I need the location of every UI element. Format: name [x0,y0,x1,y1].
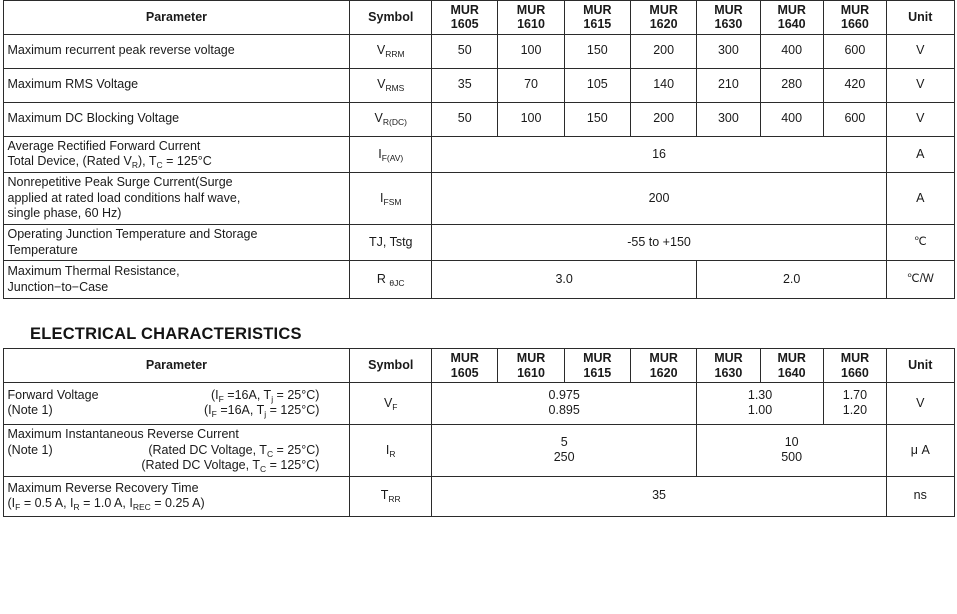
cell-unit: ℃/W [887,261,954,299]
header-device-mur1610: MUR 1610 [498,349,564,383]
cell-value: 35 [432,68,498,102]
cell-group-value-2: 1.30 1.00 [697,382,824,424]
header-device-mur1620: MUR 1620 [630,1,696,35]
cell-merged-value-right: 2.0 [697,261,887,299]
table-row [3,102,954,136]
header-unit: Unit [887,1,954,35]
cell-merged-value: -55 to +150 [432,224,887,260]
header-device-mur1605: MUR 1605 [432,349,498,383]
row-symbol: $I_{F(AV)}$ [350,136,432,172]
cell-unit: ℃ [887,224,954,260]
cell-value: 100 [498,102,564,136]
row-symbol: $I_{FSM}$ [350,173,432,225]
table-row [3,476,954,516]
row-symbol: $V_{RRM}$ [350,34,432,68]
cell-value: 400 [760,102,823,136]
header-device-mur1610: MUR 1610 [498,1,564,35]
row-parameter: Maximum Thermal Resistance, Junction−to−Case [3,261,350,299]
table-row [3,173,954,225]
header-symbol: Symbol [350,349,432,383]
table-header-row [3,1,954,35]
cell-merged-value-left: 3.0 [432,261,697,299]
cell-group-value-1: 5 250 [432,424,697,476]
row-parameter: Nonrepetitive Peak Surge Current(Surge applied at rated load conditions half wave, single phase, 60 Hz) [3,173,350,225]
header-unit: Unit [887,349,954,383]
row-parameter: Maximum RMS Voltage [3,68,350,102]
cell-value: 280 [760,68,823,102]
cell-group-value-3: 1.70 1.20 [823,382,886,424]
header-device-mur1660: MUR 1660 [823,1,886,35]
cell-unit: V [887,102,954,136]
cell-unit: μ A [887,424,954,476]
header-device-mur1640: MUR 1640 [760,349,823,383]
cell-value: 150 [564,102,630,136]
row-symbol: $T_{RR}$ [350,476,432,516]
cell-value: 300 [697,102,760,136]
cell-group-value-2: 10 500 [697,424,887,476]
cell-unit: A [887,173,954,225]
row-parameter: Average Rectified Forward Current Total Device, (Rated $V_R$), $T_C = 125^\circ C$ [3,136,350,172]
row-symbol: $V_{RMS}$ [350,68,432,102]
header-device-mur1620: MUR 1620 [630,349,696,383]
row-symbol: $V_{R(DC)}$ [350,102,432,136]
cell-value: 50 [432,34,498,68]
header-parameter: Parameter [3,1,350,35]
cell-value: 400 [760,34,823,68]
row-symbol: TJ, Tstg [350,224,432,260]
cell-value: 150 [564,34,630,68]
row-parameter: Maximum DC Blocking Voltage [3,102,350,136]
cell-merged-value: 16 [432,136,887,172]
table-row [3,68,954,102]
header-device-mur1640: MUR 1640 [760,1,823,35]
section-title-electrical-characteristics: ELECTRICAL CHARACTERISTICS [30,325,302,344]
cell-group-value-1: 0.975 0.895 [432,382,697,424]
cell-value: 105 [564,68,630,102]
cell-value: 100 [498,34,564,68]
row-symbol: $I_R$ [350,424,432,476]
row-parameter: Maximum Reverse Recovery Time ($I_F = 0.5$ A, $I_R = 1.0$ A, $I_{REC} = 0.25$ A) [3,476,350,516]
header-parameter: Parameter [3,349,350,383]
cell-merged-value: 200 [432,173,887,225]
cell-merged-value: 35 [432,476,887,516]
row-symbol: R $_{\theta JC}$ [350,261,432,299]
header-device-mur1615: MUR 1615 [564,1,630,35]
cell-value: 70 [498,68,564,102]
header-device-mur1630: MUR 1630 [697,349,760,383]
table-header-row [3,349,954,383]
cell-value: 300 [697,34,760,68]
header-device-mur1660: MUR 1660 [823,349,886,383]
table-row [3,382,954,424]
header-device-mur1615: MUR 1615 [564,349,630,383]
header-device-mur1630: MUR 1630 [697,1,760,35]
electrical-characteristics-table [3,348,955,517]
maximum-ratings-table [3,0,955,299]
cell-value: 600 [823,102,886,136]
cell-value: 600 [823,34,886,68]
table-row [3,224,954,260]
header-symbol: Symbol [350,1,432,35]
table-row [3,136,954,172]
section-spacer [0,299,957,325]
row-parameter: Operating Junction Temperature and Storage Temperature [3,224,350,260]
cell-value: 420 [823,68,886,102]
row-parameter: Maximum Instantaneous Reverse Current (Note 1) (Rated DC Voltage, $T_C = 25^\circ C$) (Rated DC Voltage, $T_C = 125^\circ C$) [3,424,350,476]
cell-unit: V [887,382,954,424]
cell-value: 210 [697,68,760,102]
cell-value: 50 [432,102,498,136]
cell-unit: A [887,136,954,172]
cell-unit: V [887,68,954,102]
cell-value: 140 [630,68,696,102]
cell-unit: V [887,34,954,68]
cell-value: 200 [630,102,696,136]
header-device-mur1605: MUR 1605 [432,1,498,35]
table-row [3,424,954,476]
cell-value: 200 [630,34,696,68]
row-parameter: Forward Voltage ($I_F =16A$, $T_j = 25^\circ C$) (Note 1) ($I_F =16A$, $T_j = 125^\circ C$) [3,382,350,424]
table-row [3,34,954,68]
cell-unit: ns [887,476,954,516]
table-row [3,261,954,299]
row-symbol: $V_F$ [350,382,432,424]
row-parameter: Maximum recurrent peak reverse voltage [3,34,350,68]
